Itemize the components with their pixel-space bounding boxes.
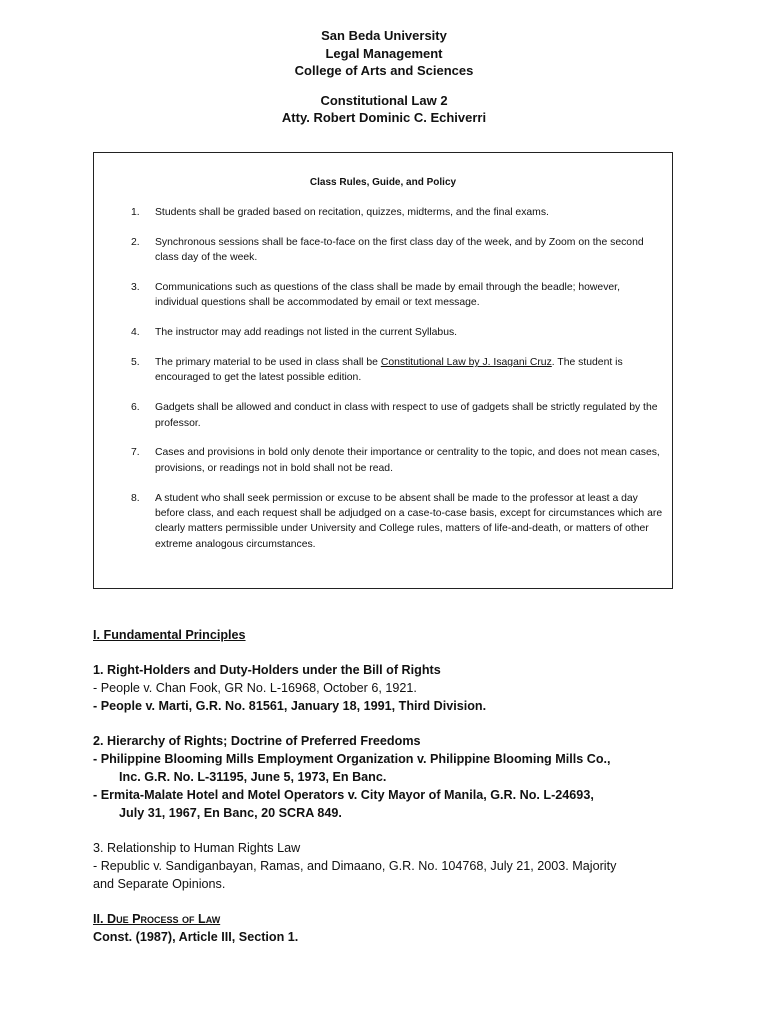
- rule-item: 5. The primary material to be used in class shall be Constitutional Law by J. Isagani Cruz. The student is encouraged to get the latest possible edition.: [131, 357, 623, 384]
- case-citation-cont: July 31, 1967, En Banc, 20 SCRA 849.: [119, 806, 342, 820]
- case-citation: - People v. Marti, G.R. No. 81561, January 18, 1991, Third Division.: [93, 699, 487, 713]
- course-title: Constitutional Law 2: [320, 92, 448, 108]
- case-citation: - Philippine Blooming Mills Employment Organization v. Philippine Blooming Mills Co.,: [93, 752, 611, 766]
- class-rules-box: [93, 152, 673, 589]
- case-citation-cont: and Separate Opinions.: [93, 877, 226, 891]
- textbook-title: Constitutional Law by J. Isagani Cruz: [380, 357, 552, 368]
- college-name: College of Arts and Sciences: [294, 63, 474, 78]
- program-name: Legal Management: [325, 45, 443, 61]
- case-citation: - Ermita-Malate Hotel and Motel Operators v. City Mayor of Manila, G.R. No. L-24693,: [93, 788, 594, 802]
- rule-item: 7. Cases and provisions in bold only denote their importance or centrality to the topic, and does not mean cases, provisions, or readings not in bold shall not be read.: [131, 447, 660, 474]
- case-citation-cont: Inc. G.R. No. L-31195, June 5, 1973, En Banc.: [119, 770, 387, 784]
- section-heading: I. Fundamental Principles: [93, 628, 246, 642]
- rule-item: 1. Students shall be graded based on recitation, quizzes, midterms, and the final exams.: [131, 207, 549, 218]
- instructor-name: Atty. Robert Dominic C. Echiverri: [281, 110, 487, 125]
- topic-heading: 1. Right-Holders and Duty-Holders under the Bill of Rights: [93, 663, 441, 677]
- case-citation: - Republic v. Sandiganbayan, Ramas, and Dimaano, G.R. No. 104768, July 21, 2003. Majority: [93, 859, 617, 873]
- university-name: San Beda University: [321, 28, 447, 43]
- constitution-reference: Const. (1987), Article III, Section 1.: [93, 930, 299, 944]
- case-citation: - People v. Chan Fook, GR No. L-16968, October 6, 1921.: [93, 681, 417, 695]
- rule-item: 2. Synchronous sessions shall be face-to-face on the first class day of the week, and by Zoom on the second class day of the week.: [131, 236, 644, 264]
- section-heading: II. Due Process of Law: [93, 912, 221, 926]
- topic-heading: 2. Hierarchy of Rights; Doctrine of Preferred Freedoms: [93, 734, 421, 748]
- rule-item: 3. Communications such as questions of the class shall be made by email through the beadle; however, individual questions shall be accommodated by email or text message.: [131, 282, 620, 309]
- document-header: [0, 27, 768, 127]
- rule-item: 6. Gadgets shall be allowed and conduct in class with respect to use of gadgets shall be strictly regulated by the professor.: [131, 402, 658, 429]
- rules-title: Class Rules, Guide, and Policy: [309, 177, 457, 188]
- rule-item: 8. A student who shall seek permission or excuse to be absent shall be made to the professor at least a day before class, and each request shall be adjudged on a case-to-case basis, except for circumstances which are clearly matters permissible under University and College rules, matters of life-and-death, or matters of other extreme analogous circumstances.: [131, 492, 663, 550]
- rule-item: 4. The instructor may add readings not listed in the current Syllabus.: [131, 327, 458, 339]
- rules-list: [131, 205, 666, 567]
- syllabus-outline: [93, 626, 683, 946]
- topic-heading: 3. Relationship to Human Rights Law: [93, 841, 301, 855]
